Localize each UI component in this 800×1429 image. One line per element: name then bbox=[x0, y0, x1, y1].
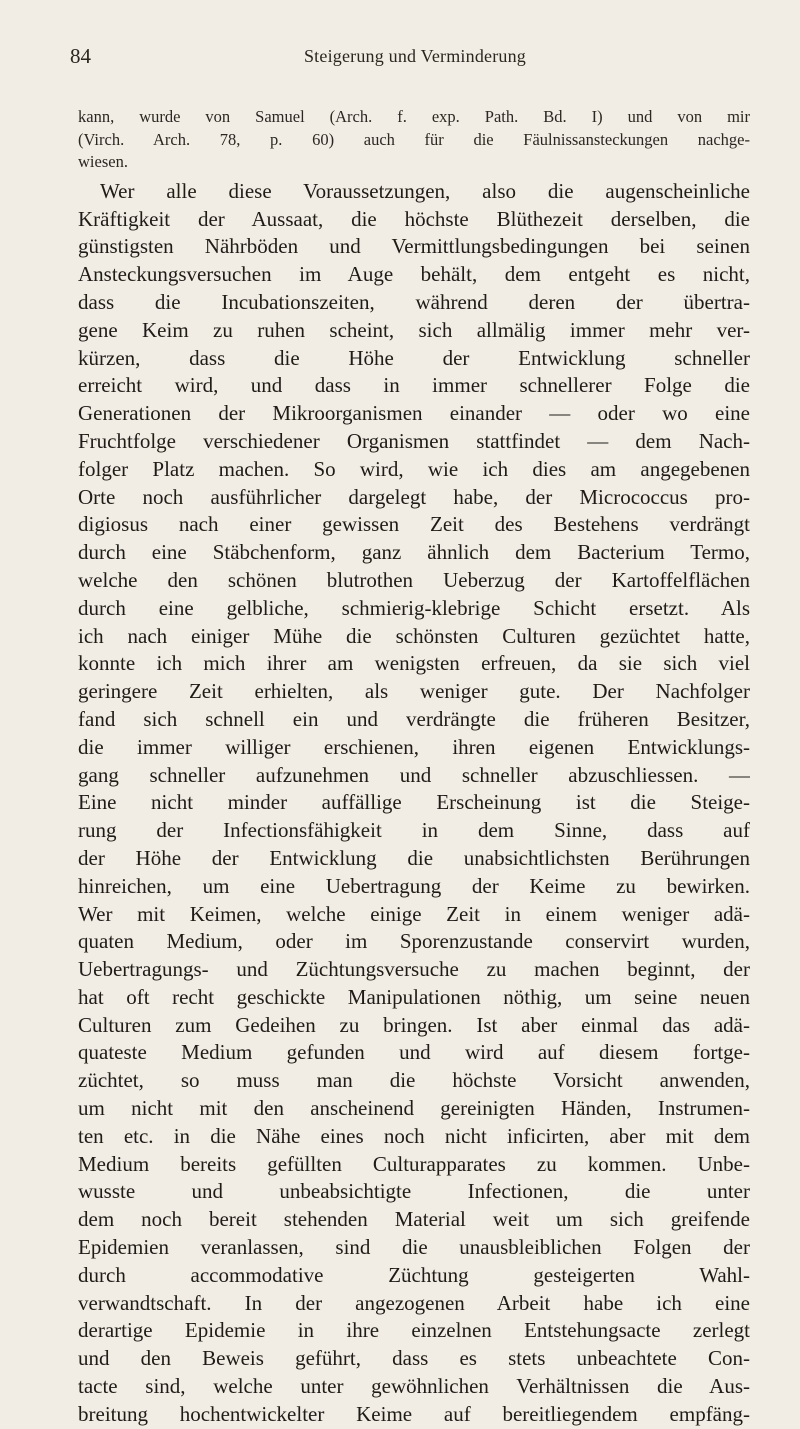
text-line: verwandtschaft. In der angezogenen Arbeit habe ich eine bbox=[78, 1290, 750, 1315]
text-line: kann, wurde von Samuel (Arch. f. exp. Path. Bd. I) und von mir bbox=[78, 107, 750, 126]
text-line: günstigsten Nährböden und Vermittlungsbedingungen bei seinen bbox=[78, 234, 750, 259]
text-line: digiosus nach einer gewissen Zeit des Bestehens verdrängt bbox=[78, 512, 750, 537]
text-line: züchtet, so muss man die höchste Vorsicht anwenden, bbox=[78, 1068, 750, 1093]
text-line: kürzen, dass die Höhe der Entwicklung schneller bbox=[78, 345, 750, 370]
text-line: Generationen der Mikroorganismen einander — oder wo eine bbox=[78, 401, 750, 426]
footnote-continuation bbox=[78, 106, 750, 174]
text-line: Medium bereits gefüllten Culturapparates zu kommen. Unbe- bbox=[78, 1151, 750, 1176]
text-line: dass die Incubationszeiten, während deren der übertra- bbox=[78, 289, 750, 314]
text-line: Uebertragungs- und Züchtungsversuche zu machen beginnt, der bbox=[78, 957, 750, 982]
text-line: derartige Epidemie in ihre einzelnen Entstehungsacte zerlegt bbox=[78, 1318, 750, 1343]
text-line: um nicht mit den anscheinend gereinigten Händen, Instrumen- bbox=[78, 1096, 750, 1121]
text-line: (Virch. Arch. 78, p. 60) auch für die Fäulnissansteckungen nachge- bbox=[78, 129, 750, 149]
text-line: durch eine Stäbchenform, ganz ähnlich dem Bacterium Termo, bbox=[78, 540, 750, 565]
text-line: durch accommodative Züchtung gesteigerten Wahl- bbox=[78, 1262, 750, 1287]
text-line: der Höhe der Entwicklung die unabsichtlichsten Berührungen bbox=[78, 845, 750, 870]
text-line: geringere Zeit erhielten, als weniger gute. Der Nachfolger bbox=[78, 679, 750, 704]
text-line: gang schneller aufzunehmen und schneller abzuschliessen. — bbox=[78, 762, 750, 787]
main-paragraph bbox=[78, 178, 750, 1429]
text-line: ich nach einiger Mühe die schönsten Culturen gezüchtet hatte, bbox=[78, 623, 750, 648]
text-line: fand sich schnell ein und verdrängte die früheren Besitzer, bbox=[78, 706, 750, 731]
text-line: ten etc. in die Nähe eines noch nicht inficirten, aber mit dem bbox=[78, 1123, 750, 1148]
text-line: rung der Infectionsfähigkeit in dem Sinne, dass auf bbox=[78, 818, 750, 843]
text-line: durch eine gelbliche, schmierig-klebrige Schicht ersetzt. Als bbox=[78, 595, 750, 620]
text-line: Orte noch ausführlicher dargelegt habe, der Micrococcus pro- bbox=[78, 484, 750, 509]
text-line: hinreichen, um eine Uebertragung der Keime zu bewirken. bbox=[78, 873, 750, 898]
text-line: Epidemien veranlassen, sind die unausbleiblichen Folgen der bbox=[78, 1235, 750, 1260]
text-line: dem noch bereit stehenden Material weit um sich greifende bbox=[78, 1207, 750, 1232]
text-line: welche den schönen blutrothen Ueberzug der Kartoffelflächen bbox=[78, 567, 750, 592]
text-line: Culturen zum Gedeihen zu bringen. Ist aber einmal das adä- bbox=[78, 1012, 750, 1037]
page-header bbox=[70, 44, 760, 74]
text-line: Wer mit Keimen, welche einige Zeit in einem weniger adä- bbox=[78, 901, 750, 926]
text-line: Eine nicht minder auffällige Erscheinung ist die Steige- bbox=[78, 790, 750, 815]
text-line: wiesen. bbox=[78, 152, 128, 172]
text-line: quateste Medium gefunden und wird auf diesem fortge- bbox=[78, 1040, 750, 1065]
text-line: Fruchtfolge verschiedener Organismen stattfindet — dem Nach- bbox=[78, 428, 750, 453]
text-line: quaten Medium, oder im Sporenzustande conservirt wurden, bbox=[78, 929, 750, 954]
text-line: gene Keim zu ruhen scheint, sich allmälig immer mehr ver- bbox=[78, 317, 750, 342]
text-line: folger Platz machen. So wird, wie ich dies am angegebenen bbox=[78, 456, 750, 481]
text-line: tacte sind, welche unter gewöhnlichen Verhältnissen die Aus- bbox=[78, 1374, 750, 1399]
text-line: konnte ich mich ihrer am wenigsten erfreuen, da sie sich viel bbox=[78, 651, 750, 676]
page-number: 84 bbox=[70, 44, 91, 68]
text-line: wusste und unbeabsichtigte Infectionen, die unter bbox=[78, 1179, 750, 1204]
text-line: Wer alle diese Voraussetzungen, also die augenscheinliche bbox=[100, 178, 750, 203]
text-line: Kräftigkeit der Aussaat, die höchste Blüthezeit derselben, die bbox=[78, 206, 750, 231]
text-line: erreicht wird, und dass in immer schnellerer Folge die bbox=[78, 373, 750, 398]
text-line: Ansteckungsversuchen im Auge behält, dem entgeht es nicht, bbox=[78, 262, 750, 287]
body-text bbox=[78, 106, 750, 1429]
text-line: breitung hochentwickelter Keime auf bereitliegendem empfäng- bbox=[78, 1401, 750, 1426]
text-line: die immer williger erschienen, ihren eigenen Entwicklungs- bbox=[78, 734, 750, 759]
text-line: hat oft recht geschickte Manipulationen nöthig, um seine neuen bbox=[78, 984, 750, 1009]
running-title: Steigerung und Verminderung bbox=[303, 46, 527, 66]
text-line: und den Beweis geführt, dass es stets unbeachtete Con- bbox=[78, 1346, 750, 1371]
